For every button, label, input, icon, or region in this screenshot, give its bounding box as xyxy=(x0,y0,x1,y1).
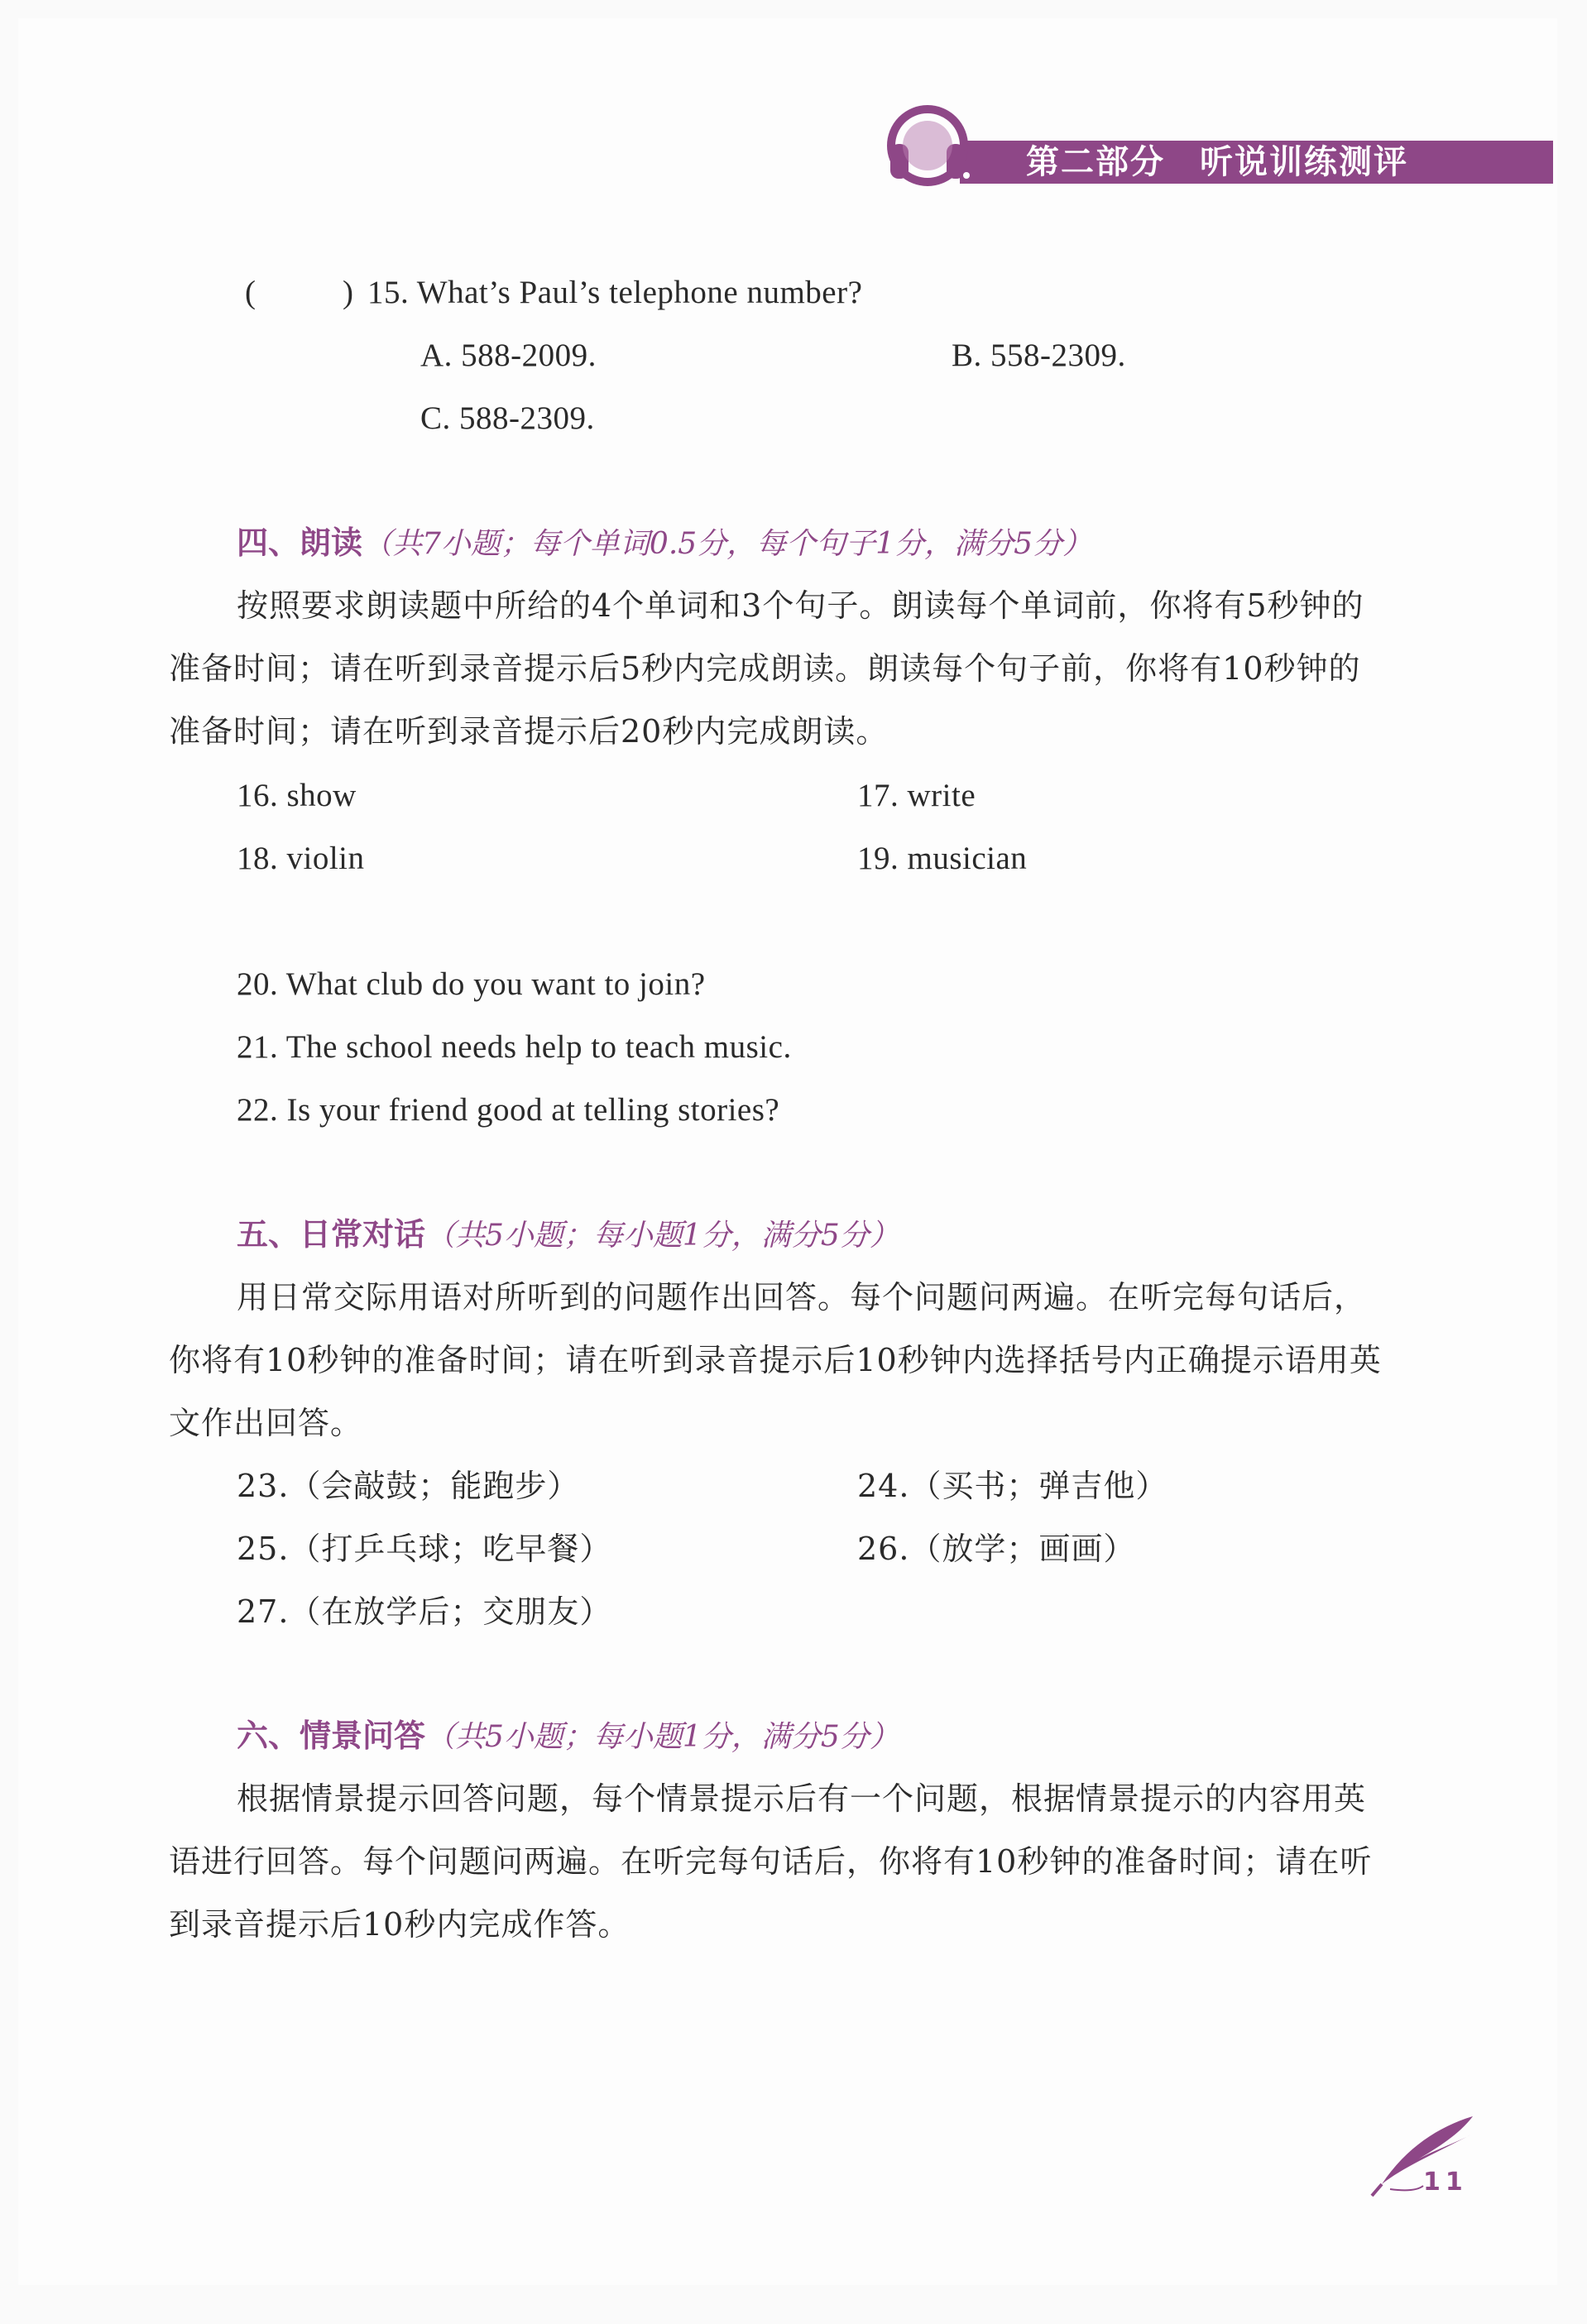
section-6-instruction-2: 语进行回答。每个问题问两遍。在听完每句话后，你将有10秒钟的准备时间；请在听 xyxy=(169,1843,1373,1880)
section-4-instruction-2: 准备时间；请在听到录音提示后5秒内完成朗读。朗读每个句子前，你将有10秒钟的 xyxy=(169,650,1361,687)
item-26: 26.（放学；画画） xyxy=(857,1531,1136,1567)
option-c: C. 588-2309. xyxy=(420,400,595,436)
section-5-instruction-3: 文作出回答。 xyxy=(169,1405,363,1441)
section-6-instruction-3: 到录音提示后10秒内完成作答。 xyxy=(169,1906,630,1943)
sentence-20: 20. What club do you want to join? xyxy=(237,966,706,1002)
banner-dot xyxy=(963,172,970,179)
page xyxy=(18,18,1557,2285)
answer-paren-close: ) xyxy=(343,275,354,310)
item-24: 24.（买书；弹吉他） xyxy=(857,1468,1168,1504)
section-4-title: 四、朗读 xyxy=(237,525,363,561)
word-19: 19. musician xyxy=(857,841,1028,876)
item-23: 23.（会敲鼓；能跑步） xyxy=(237,1468,580,1504)
headphones-icon xyxy=(882,98,973,189)
item-25: 25.（打乒乓球；吃早餐） xyxy=(237,1531,612,1567)
option-b: B. 558-2309. xyxy=(952,338,1126,373)
word-18: 18. violin xyxy=(237,841,365,876)
section-6-subtitle: （共5小题；每小题1分，满分5分） xyxy=(425,1720,899,1754)
section-5-subtitle: （共5小题；每小题1分，满分5分） xyxy=(425,1219,899,1253)
section-5-instruction-2: 你将有10秒钟的准备时间；请在听到录音提示后10秒钟内选择括号内正确提示语用英 xyxy=(169,1342,1382,1378)
section-6-instruction-1: 根据情景提示回答问题，每个情景提示后有一个问题，根据情景提示的内容用英 xyxy=(237,1780,1367,1817)
header-title: 第二部分 听说训练测评 xyxy=(1026,143,1408,181)
section-4-heading xyxy=(237,523,1092,564)
page-number: 11 xyxy=(1423,2168,1468,2197)
sentence-21: 21. The school needs help to teach music. xyxy=(237,1029,792,1065)
section-6-heading xyxy=(237,1716,899,1757)
item-27: 27.（在放学后；交朋友） xyxy=(237,1593,612,1630)
section-6-title: 六、情景问答 xyxy=(237,1718,426,1754)
option-a: A. 588-2009. xyxy=(420,338,597,373)
section-5-instruction-1: 用日常交际用语对所听到的问题作出回答。每个问题问两遍。在听完每句话后， xyxy=(237,1279,1367,1315)
answer-paren-open: ( xyxy=(245,275,257,310)
section-4-instruction-1: 按照要求朗读题中所给的4个单词和3个句子。朗读每个单词前，你将有5秒钟的 xyxy=(237,587,1364,624)
word-17: 17. write xyxy=(857,778,976,813)
question-15: 15. What’s Paul’s telephone number? xyxy=(367,275,863,310)
word-16: 16. show xyxy=(237,778,357,813)
section-5-title: 五、日常对话 xyxy=(237,1216,426,1253)
section-5-heading xyxy=(237,1215,899,1256)
section-4-instruction-3: 准备时间；请在听到录音提示后20秒内完成朗读。 xyxy=(169,713,889,750)
sentence-22: 22. Is your friend good at telling stories? xyxy=(237,1092,780,1128)
section-4-subtitle: （共7小题；每个单词0.5分，每个句子1分，满分5分） xyxy=(362,527,1092,561)
